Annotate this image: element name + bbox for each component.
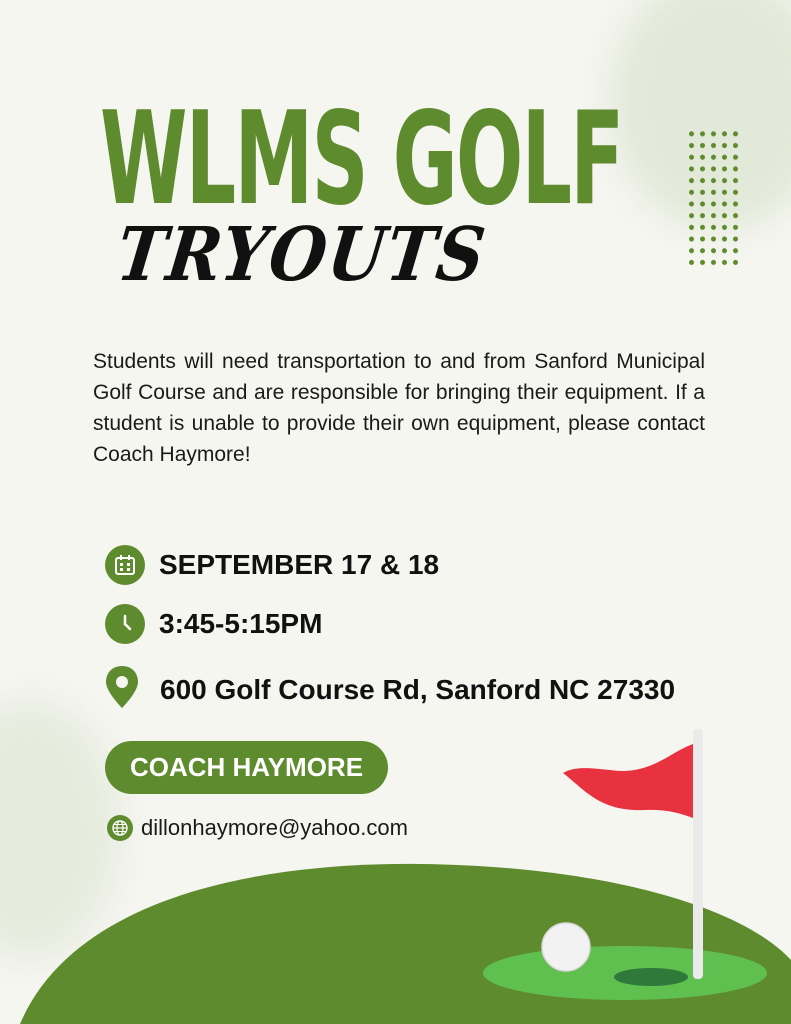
golf-ball — [542, 923, 590, 971]
email-text: dillonhaymore@yahoo.com — [141, 815, 408, 840]
date-text: SEPTEMBER 17 & 18 — [159, 549, 440, 580]
page-title: WLMS GOLF — [100, 85, 623, 234]
address-text: 600 Golf Course Rd, Sanford NC 27330 — [160, 673, 676, 705]
time-text: 3:45-5:15PM — [159, 608, 323, 639]
red-flag — [563, 744, 693, 818]
golf-hole — [614, 968, 688, 986]
coach-name-badge: COACH HAYMORE — [105, 741, 388, 794]
flag-pole — [693, 729, 703, 979]
page-subtitle: TRYOUTS — [112, 212, 492, 298]
fairway-hill — [20, 864, 791, 1024]
description-text: Students will need transportation to and from Sanford Municipal Golf Course and are responsible for bringing their equipment. If a student is unable to provide their own equipment, please contact Coach Haymore! — [93, 350, 705, 466]
